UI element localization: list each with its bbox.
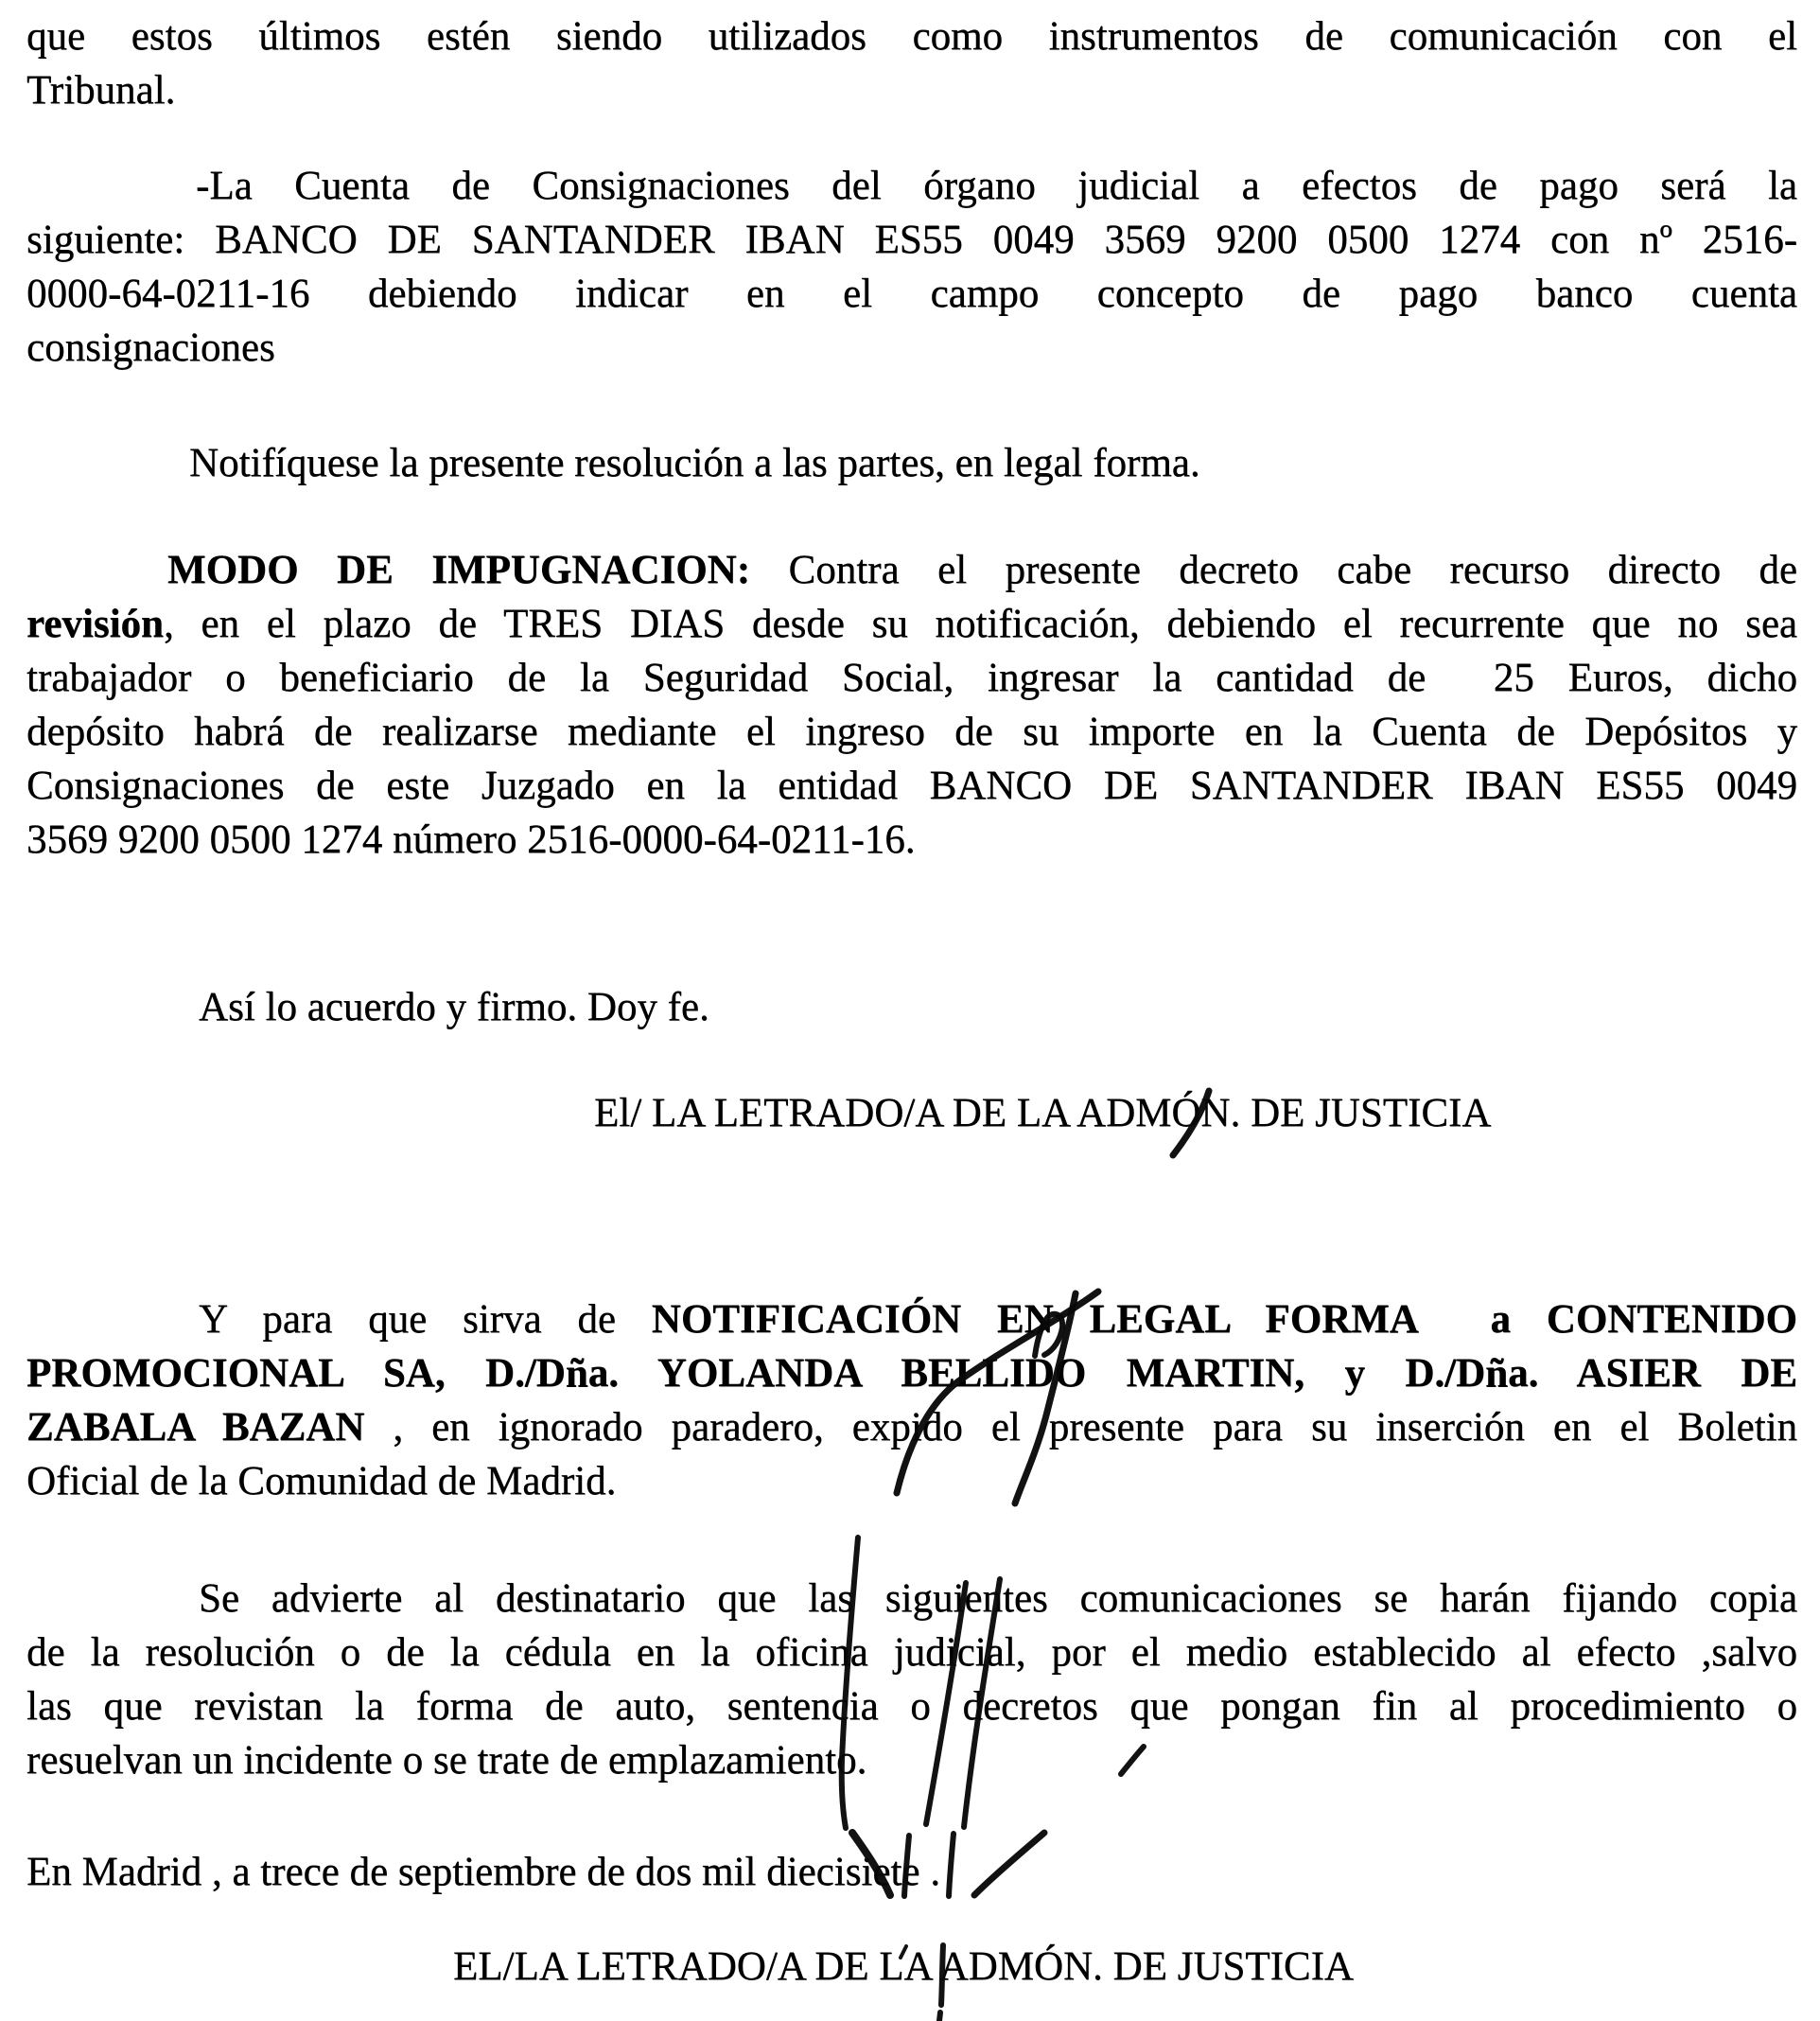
text-line: trabajador o beneficiario de la Seguridad Social, ingresar la cantidad de 25 Euros, dicho xyxy=(26,656,1797,700)
text-line: Notifíquese la presente resolución a las partes, en legal forma. xyxy=(189,441,1200,485)
paragraph-se-advierte xyxy=(26,1572,1797,1787)
text-line: depósito habrá de realizarse mediante el ingreso de su importe en la Cuenta de Depósitos y xyxy=(26,710,1797,754)
text-line xyxy=(26,597,1797,651)
bold-word-revision: revisión xyxy=(26,602,164,646)
text-line: siguiente: BANCO DE SANTANDER IBAN ES55 0049 3569 9200 0500 1274 con nº 2516- xyxy=(26,218,1797,262)
date-line-madrid: En Madrid , a trece de septiembre de dos mil diecisiete . xyxy=(26,1850,940,1894)
text-segment: Contra el presente decreto cabe recurso directo de xyxy=(750,548,1797,592)
text-segment: , en ignorado paradero, expido el presente para su inserción en el Boletin xyxy=(364,1405,1798,1450)
bold-zabala: ZABALA BAZAN xyxy=(26,1405,365,1450)
text-line xyxy=(26,543,1797,597)
text-line: 3569 9200 0500 1274 número 2516-0000-64-0211-16. xyxy=(26,817,916,862)
paragraph-asi-lo-acuerdo xyxy=(26,980,1797,1034)
paragraph-tribunal xyxy=(26,9,1797,117)
pen-stroke-date-vertical-2 xyxy=(949,1834,954,1896)
paragraph-notificacion-legal-forma xyxy=(26,1292,1797,1508)
text-line: Así lo acuerdo y firmo. Doy fe. xyxy=(199,985,709,1029)
bold-heading-modo: MODO DE IMPUGNACION: xyxy=(167,548,751,592)
text-segment: Y para que sirva de xyxy=(199,1297,652,1342)
text-line: las que revistan la forma de auto, sentencia o decretos que pongan fin al procedimiento o xyxy=(26,1684,1797,1729)
text-line: Se advierte al destinatario que las siguientes comunicaciones se harán fijando copia xyxy=(199,1576,1797,1621)
signature-title-letrado-2: EL/LA LETRADO/A DE LA ADMÓN. DE JUSTICIA xyxy=(453,1944,1354,1989)
text-line: consignaciones xyxy=(26,325,275,370)
text-line: resuelvan un incidente o se trate de emplazamiento. xyxy=(26,1738,867,1783)
text-line xyxy=(26,1292,1797,1346)
pen-stroke-bottom-dash xyxy=(939,2012,940,2021)
text-line: Consignaciones de este Juzgado en la entidad BANCO DE SANTANDER IBAN ES55 0049 xyxy=(26,764,1797,808)
bold-promocional: PROMOCIONAL SA, D./Dña. YOLANDA BELLIDO MARTIN, y D./Dña. ASIER DE xyxy=(26,1351,1797,1396)
text-line: Tribunal. xyxy=(26,68,176,113)
text-line: -La Cuenta de Consignaciones del órgano judicial a efectos de pago será la xyxy=(196,164,1797,208)
paragraph-notifiquese xyxy=(26,436,1797,490)
text-segment: , en el plazo de TRES DIAS desde su notificación, debiendo el recurrente que no sea xyxy=(163,602,1797,646)
bold-notificacion: NOTIFICACIÓN EN LEGAL FORMA a CONTENIDO xyxy=(651,1297,1797,1342)
text-line xyxy=(26,1400,1797,1454)
text-line: que estos últimos estén siendo utilizados como instrumentos de comunicación con el xyxy=(26,14,1797,59)
text-line: 0000-64-0211-16 debiendo indicar en el campo concepto de pago banco cuenta xyxy=(26,272,1797,316)
text-line: de la resolución o de la cédula en la oficina judicial, por el medio establecido al efecto ,salvo xyxy=(26,1630,1797,1675)
signature-title-letrado-1: El/ LA LETRADO/A DE LA ADMÓN. DE JUSTICIA xyxy=(594,1091,1492,1135)
text-line: Oficial de la Comunidad de Madrid. xyxy=(26,1459,617,1503)
text-line xyxy=(26,1346,1797,1400)
paragraph-modo-impugnacion xyxy=(26,543,1797,867)
paragraph-cuenta-consignaciones xyxy=(26,159,1797,375)
pen-stroke-date-slash xyxy=(974,1833,1044,1895)
